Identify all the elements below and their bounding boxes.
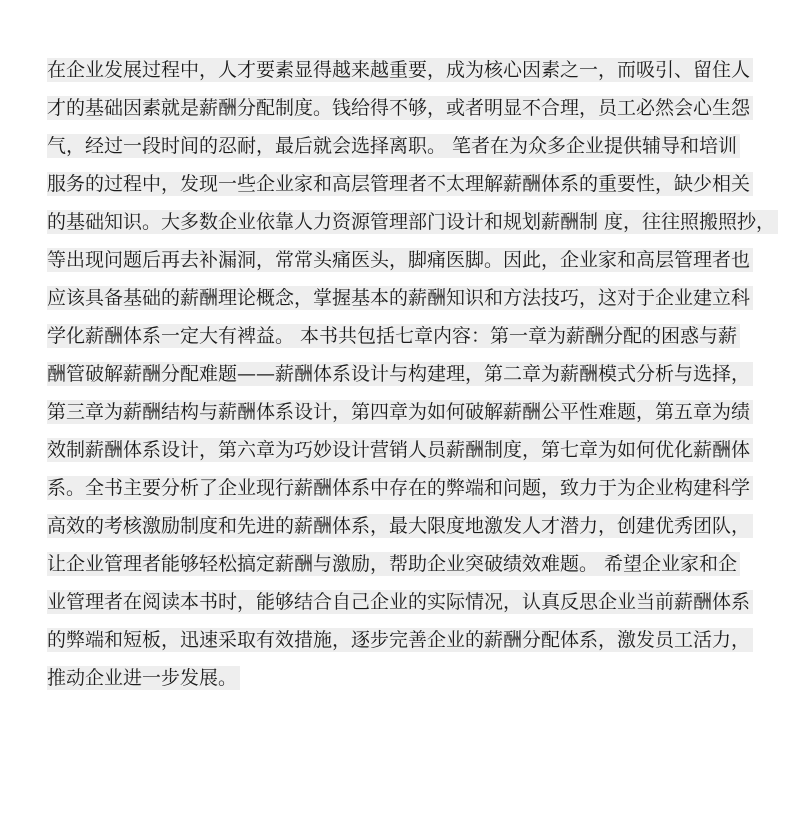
text-line: 等出现问题后再去补漏洞，常常头痛医头，脚痛医脚。因此，企业家和高层管理者也 [47, 248, 753, 272]
text-line: 推动企业进一步发展。 [47, 666, 240, 690]
text-line: 应该具备基础的薪酬理论概念，掌握基本的薪酬知识和方法技巧，这对于企业建立科 [47, 286, 753, 310]
text-line: 高效的考核激励制度和先进的薪酬体系，最大限度地激发人才潜力，创建优秀团队， [47, 514, 753, 538]
text-line: 服务的过程中，发现一些企业家和高层管理者不太理解薪酬体系的重要性，缺少相关 [47, 172, 753, 196]
text-line: 业管理者在阅读本书时，能够结合自己企业的实际情况，认真反思企业当前薪酬体系 [47, 590, 753, 614]
text-line: 的基础知识。大多数企业依靠人力资源管理部门设计和规划薪酬制 度，往往照搬照抄， [47, 210, 778, 234]
text-line: 酬管破解薪酬分配难题——薪酬体系设计与构建理，第二章为薪酬模式分析与选择， [47, 362, 753, 386]
text-line: 才的基础因素就是薪酬分配制度。钱给得不够，或者明显不合理，员工必然会心生怨 [47, 96, 753, 120]
text-line: 效制薪酬体系设计，第六章为巧妙设计营销人员薪酬制度，第七章为如何优化薪酬体 [47, 438, 753, 462]
text-line: 让企业管理者能够轻松搞定薪酬与激励，帮助企业突破绩效难题。 希望企业家和企 [47, 552, 740, 576]
text-line: 学化薪酬体系一定大有裨益。 本书共包括七章内容：第一章为薪酬分配的困惑与薪 [47, 324, 740, 348]
text-line: 在企业发展过程中，人才要素显得越来越重要，成为核心因素之一，而吸引、留住人 [47, 58, 753, 82]
text-line: 的弊端和短板，迅速采取有效措施，逐步完善企业的薪酬分配体系，激发员工活力， [47, 628, 753, 652]
text-line: 系。全书主要分析了企业现行薪酬体系中存在的弊端和问题，致力于为企业构建科学 [47, 476, 753, 500]
text-line: 第三章为薪酬结构与薪酬体系设计，第四章为如何破解薪酬公平性难题，第五章为绩 [47, 400, 753, 424]
text-line: 气，经过一段时间的忍耐，最后就会选择离职。 笔者在为众多企业提供辅导和培训 [47, 134, 740, 158]
